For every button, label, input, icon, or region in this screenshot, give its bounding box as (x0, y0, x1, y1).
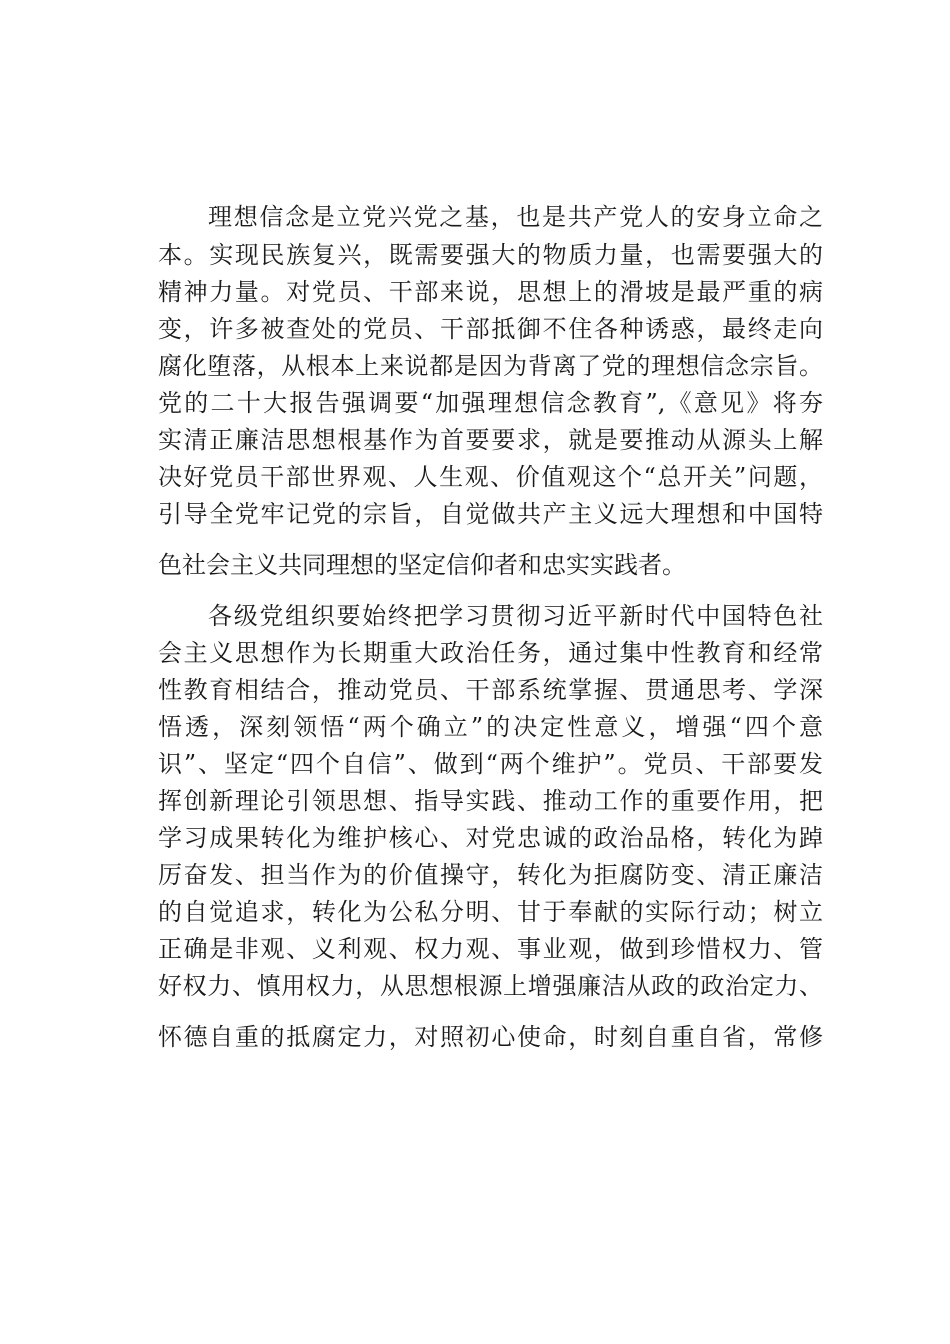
paragraph-2-line-3: 性教育相结合，推动党员、干部系统掌握、贯通思考、学深 (158, 676, 823, 704)
paragraph-1-line-3: 精神力量。对党员、干部来说，思想上的滑坡是最严重的病 (158, 278, 823, 306)
paragraph-1-line-4: 变，许多被查处的党员、干部抵御不住各种诱惑，最终走向 (158, 315, 823, 343)
paragraph-1-line-10: 色社会主义共同理想的坚定信仰者和忠实实践者。 (158, 551, 686, 579)
paragraph-2-line-7: 学习成果转化为维护核心、对党忠诚的政治品格，转化为踔 (158, 824, 823, 852)
paragraph-1-line-1: 理想信念是立党兴党之基，也是共产党人的安身立命之 (208, 203, 823, 231)
paragraph-2-line-1: 各级党组织要始终把学习贯彻习近平新时代中国特色社 (208, 602, 823, 630)
paragraph-2-line-6: 挥创新理论引领思想、指导实践、推动工作的重要作用，把 (158, 787, 823, 815)
paragraph-1-line-5: 腐化堕落，从根本上来说都是因为背离了党的理想信念宗旨。 (158, 352, 823, 380)
paragraph-2-line-4: 悟透，深刻领悟“两个确立”的决定性意义，增强“四个意 (158, 713, 823, 741)
paragraph-1-line-8: 决好党员干部世界观、人生观、价值观这个“总开关”问题， (158, 463, 823, 491)
paragraph-1-line-9: 引导全党牢记党的宗旨，自觉做共产主义远大理想和中国特 (158, 500, 823, 528)
paragraph-2-line-10: 正确是非观、义利观、权力观、事业观，做到珍惜权力、管 (158, 935, 823, 963)
paragraph-1-line-6: 党的二十大报告强调要“加强理想信念教育”,《意见》将夯 (158, 389, 823, 417)
paragraph-2-line-11: 好权力、慎用权力，从思想根源上增强廉洁从政的政治定力、 (158, 972, 823, 1000)
paragraph-2-line-5: 识”、坚定“四个自信”、做到“两个维护”。党员、干部要发 (158, 750, 823, 778)
paragraph-2-line-12: 怀德自重的抵腐定力，对照初心使命，时刻自重自省，常修 (158, 1023, 823, 1051)
paragraph-2-line-9: 的自觉追求，转化为公私分明、甘于奉献的实际行动；树立 (158, 898, 823, 926)
paragraph-1-line-2: 本。实现民族复兴，既需要强大的物质力量，也需要强大的 (158, 241, 823, 269)
paragraph-2-line-2: 会主义思想作为长期重大政治任务，通过集中性教育和经常 (158, 639, 823, 667)
paragraph-2-line-8: 厉奋发、担当作为的价值操守，转化为拒腐防变、清正廉洁 (158, 861, 823, 889)
paragraph-1-line-7: 实清正廉洁思想根基作为首要要求，就是要推动从源头上解 (158, 426, 823, 454)
